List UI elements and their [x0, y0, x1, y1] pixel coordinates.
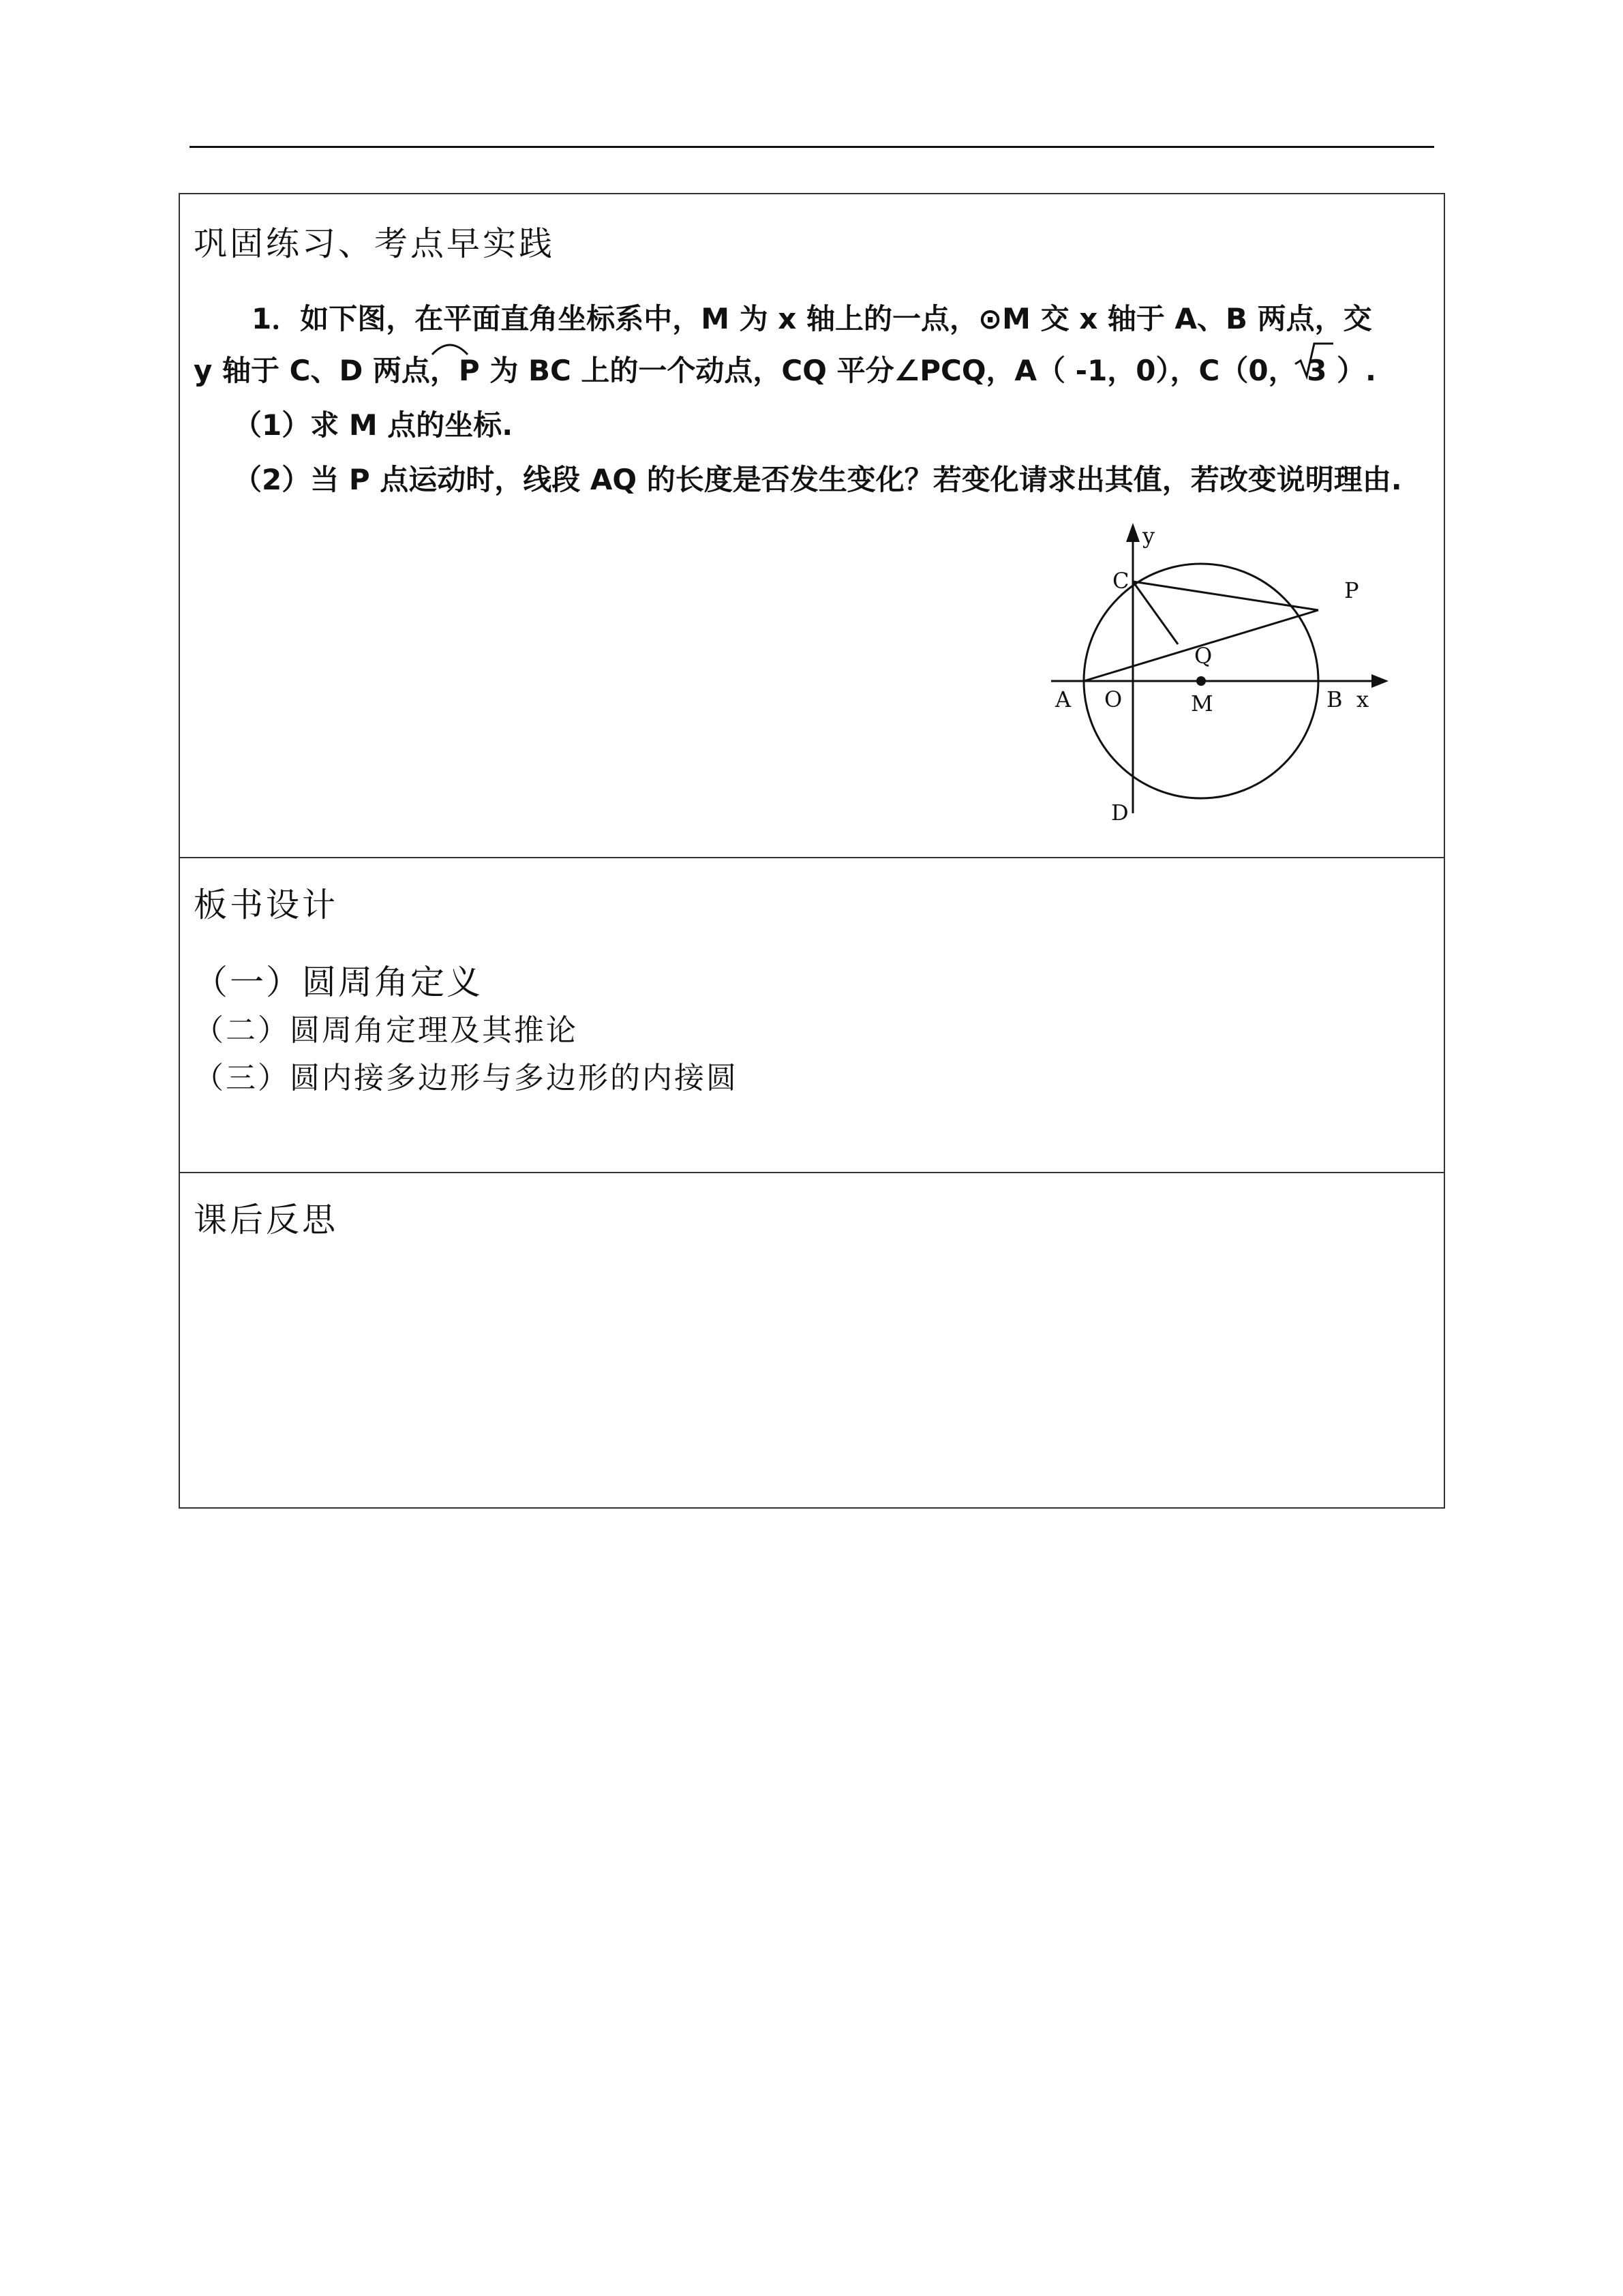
- board-item-1: （一）圆周角定义: [194, 963, 483, 1002]
- label-b: B: [1326, 686, 1343, 712]
- board-title: 板书设计: [194, 886, 339, 924]
- question-part-2: （2）当 P 点运动时，线段 AQ 的长度是否发生变化？若变化请求出其值，若改变说明理由.: [233, 463, 1402, 496]
- label-x: x: [1356, 686, 1369, 712]
- sqrt-sign-icon: [1294, 339, 1335, 380]
- label-o: O: [1104, 686, 1123, 712]
- question-line-1: 1．如下图，在平面直角坐标系中，M 为 x 轴上的一点，⊙M 交 x 轴于 A、B 两点，交: [252, 302, 1372, 335]
- geometry-figure: [1051, 513, 1392, 827]
- board-item-2: （二）圆周角定理及其推论: [194, 1013, 578, 1048]
- reflection-section: [180, 1172, 1444, 1507]
- label-a: A: [1055, 686, 1072, 712]
- label-p: P: [1344, 577, 1359, 603]
- board-design-section: [180, 857, 1444, 1172]
- question-part-1: （1）求 M 点的坐标.: [233, 408, 513, 442]
- y-axis-arrow-icon: [1126, 523, 1140, 542]
- practice-section: [180, 194, 1444, 857]
- segment-cq: [1133, 581, 1178, 644]
- reflection-title: 课后反思: [194, 1200, 339, 1239]
- practice-title: 巩固练习、考点早实践: [194, 224, 556, 263]
- question-line-2: y 轴于 C、D 两点，P 为 BC 上的一个动点，CQ 平分∠PCQ，A（ -1，0），C（0， 3 ）.: [194, 354, 1377, 387]
- label-q: Q: [1194, 643, 1213, 669]
- arc-mark-icon: [429, 337, 470, 357]
- label-m: M: [1191, 691, 1213, 716]
- lesson-table: [179, 193, 1445, 1509]
- segment-cp: [1133, 581, 1318, 610]
- center-point-m: [1196, 676, 1206, 686]
- header-rule: [189, 146, 1434, 148]
- x-axis-arrow-icon: [1371, 674, 1389, 688]
- label-y: y: [1142, 523, 1155, 549]
- label-d: D: [1111, 800, 1129, 826]
- board-item-3: （三）圆内接多边形与多边形的内接圆: [194, 1061, 738, 1096]
- label-c: C: [1112, 568, 1129, 594]
